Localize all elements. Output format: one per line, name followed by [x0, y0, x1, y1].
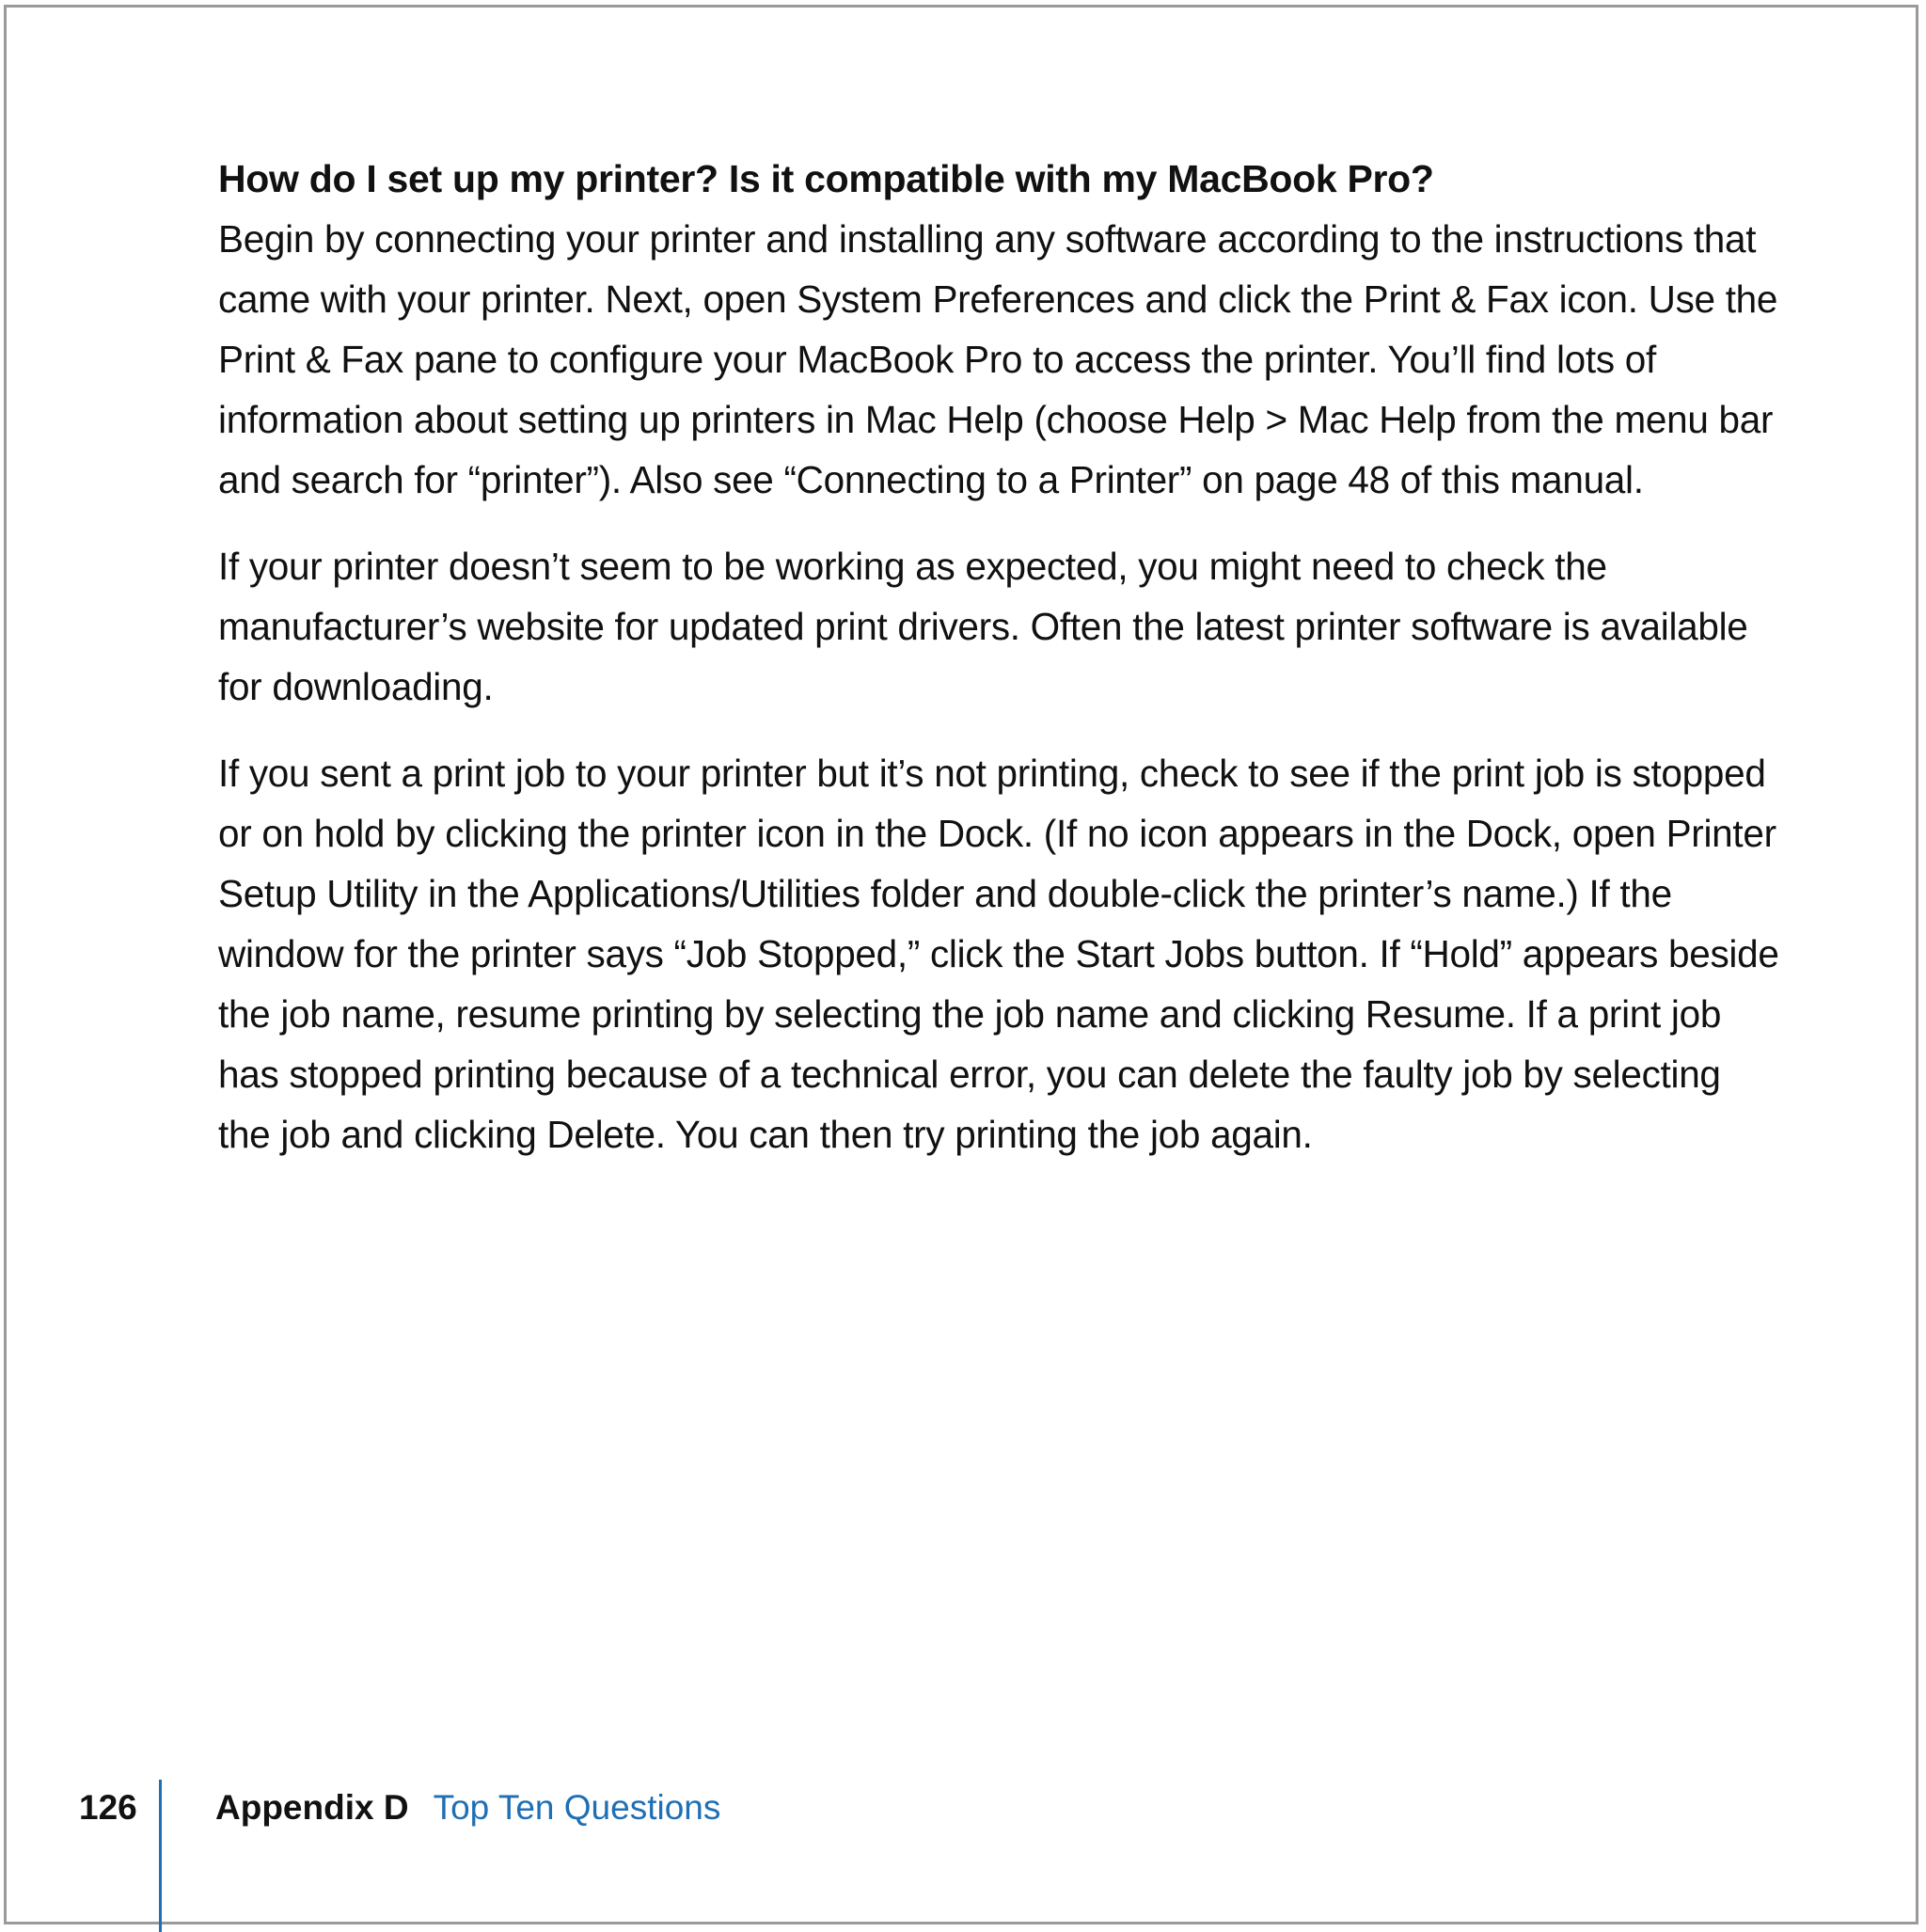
chapter-title-link[interactable]: Top Ten Questions — [433, 1788, 721, 1827]
footer-divider — [159, 1780, 162, 1932]
page-content — [218, 149, 1779, 1191]
paragraph-print-job: If you sent a print job to your printer but it’s not printing, check to see if the print job is stopped or on hold by clicking the printer icon in the Dock. (If no icon appears in the Dock, open Printer Setup Utility in the Applications/Utilities folder and double-click the printer’s name.) If the window for the printer says “Job Stopped,” click the Start Jobs button. If “Hold” appears beside the job name, resume printing by selecting the job name and clicking Resume. If a print job has stopped printing because of a technical error, you can delete the faulty job by selecting the job and clicking Delete. You can then try printing the job again. — [218, 752, 1779, 1156]
chapter-label: Appendix D — [215, 1788, 409, 1827]
chapter-reference — [215, 1782, 720, 1834]
page-number: 126 — [79, 1788, 137, 1827]
paragraph-setup: Begin by connecting your printer and installing any software according to the instructions that came with your printer. Next, open System Preferences and click the Print & Fax icon. Use the Print & Fax pane to configure your MacBook Pro to access the printer. You’ll find lots of information about setting up printers in Mac Help (choose Help > Mac Help from the menu bar and search for “printer”). Also see “Connecting to a Printer” on page 48 of this manual. — [218, 217, 1778, 501]
page-footer — [0, 1780, 1926, 1932]
paragraph-drivers: If your printer doesn’t seem to be working as expected, you might need to check the manufacturer’s website for updated print drivers. Often the latest printer software is available for downloading. — [218, 545, 1748, 708]
question-heading: How do I set up my printer? Is it compatible with my MacBook Pro? — [218, 157, 1434, 200]
